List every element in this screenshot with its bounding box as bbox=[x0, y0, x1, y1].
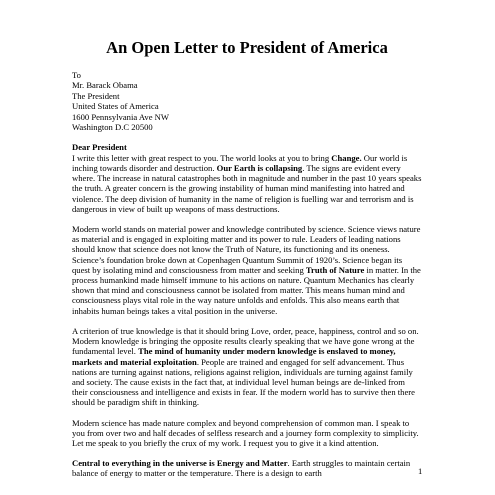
paragraph bbox=[72, 153, 422, 214]
address-line: The President bbox=[72, 90, 120, 101]
text-run: in matter. In the process humankind made himself immune to his actions on nature. Quantum Mechanics has clearly shown that mind and consciousness cannot be isolated from matter. This means human mind and consciousness plays vital role in the way nature unfolds and enfolds. This also means earth that inhabits human beings takes a vital position in the universe. bbox=[72, 264, 421, 316]
letter-page bbox=[72, 38, 422, 489]
address-line: 1600 Pennsylvania Ave NW bbox=[72, 111, 169, 122]
paragraph bbox=[72, 458, 422, 478]
text-run: Modern science has made nature complex and beyond comprehension of common man. I speak to you from over two and half decades of selfless research and a journey form complexity to simplicity. Let me speak to you briefly the crux of my work. I request you to give it a kind attention. bbox=[72, 417, 419, 448]
address-line: United States of America bbox=[72, 101, 159, 112]
text-run: . The signs are evident every where. The increase in natural catastrophes both in magnitude and number in the past 10 years speaks the truth. A greater concern is the growing instability of human mind manifesting into hatred and violence. The deep division of humanity in the name of religion is fuelling war and terrorism and is dangerous in view of built up weapons of mass destructions. bbox=[72, 163, 422, 214]
bold-text-run: Change. bbox=[331, 152, 362, 163]
text-run: I write this letter with great respect to you. The world looks at you to bring bbox=[72, 152, 332, 163]
letter-title: An Open Letter to President of America bbox=[106, 38, 388, 57]
address-line: To bbox=[72, 70, 81, 80]
paragraph bbox=[72, 418, 422, 449]
address-line: Washington D.C 20500 bbox=[72, 122, 153, 133]
recipient-address bbox=[72, 70, 422, 132]
text-run: Modern world stands on material power and knowledge contributed by science. Science views nature as material and is engaged in exploiting matter and its power to rule. Leaders of leading nations should know that science does not know the Truth of Nature, its functioning and its oneness. Science’s foundation broke down at Copenhagen Quantum Summit of 1920’s. Science began its quest by isolating mind and consciousness from matter and seeking bbox=[72, 224, 421, 275]
bold-text-run: Central to everything in the universe is Energy and Matter bbox=[72, 458, 288, 469]
text-run: A criterion of true knowledge is that it should bring Love, order, peace, happiness, control and so on. Modern knowledge is bringing the opposite results clearly speaking that we have gone wrong at the fundamental level. bbox=[72, 325, 419, 357]
paragraph bbox=[72, 224, 422, 316]
text-run: . Earth struggles to maintain certain balance of energy to matter or the temperature. There is a design to earth bbox=[72, 458, 411, 479]
paragraph bbox=[72, 326, 422, 408]
bold-text-run: The mind of humanity under modern knowledge is enslaved to money, markets and material exploitation bbox=[72, 346, 396, 367]
bold-text-run: Truth of Nature bbox=[305, 264, 365, 275]
text-run: Our world is inching towards disorder and destruction. bbox=[72, 152, 408, 174]
address-line: Mr. Barack Obama bbox=[72, 80, 138, 91]
text-run: . People are trained and engaged for self advancement. Thus nations are turning against nations, religions against religion, individuals are turning against family and society. The cause exists in the fact that, at individual level human beings are de-linked from their consciousness and intelligence and exists in fear. If the modern world has to survive then there should be paradigm shift in thinking. bbox=[72, 356, 415, 408]
page-number: 1 bbox=[418, 466, 423, 476]
bold-text-run: Our Earth is collapsing bbox=[216, 163, 303, 174]
salutation: Dear President bbox=[72, 142, 127, 153]
